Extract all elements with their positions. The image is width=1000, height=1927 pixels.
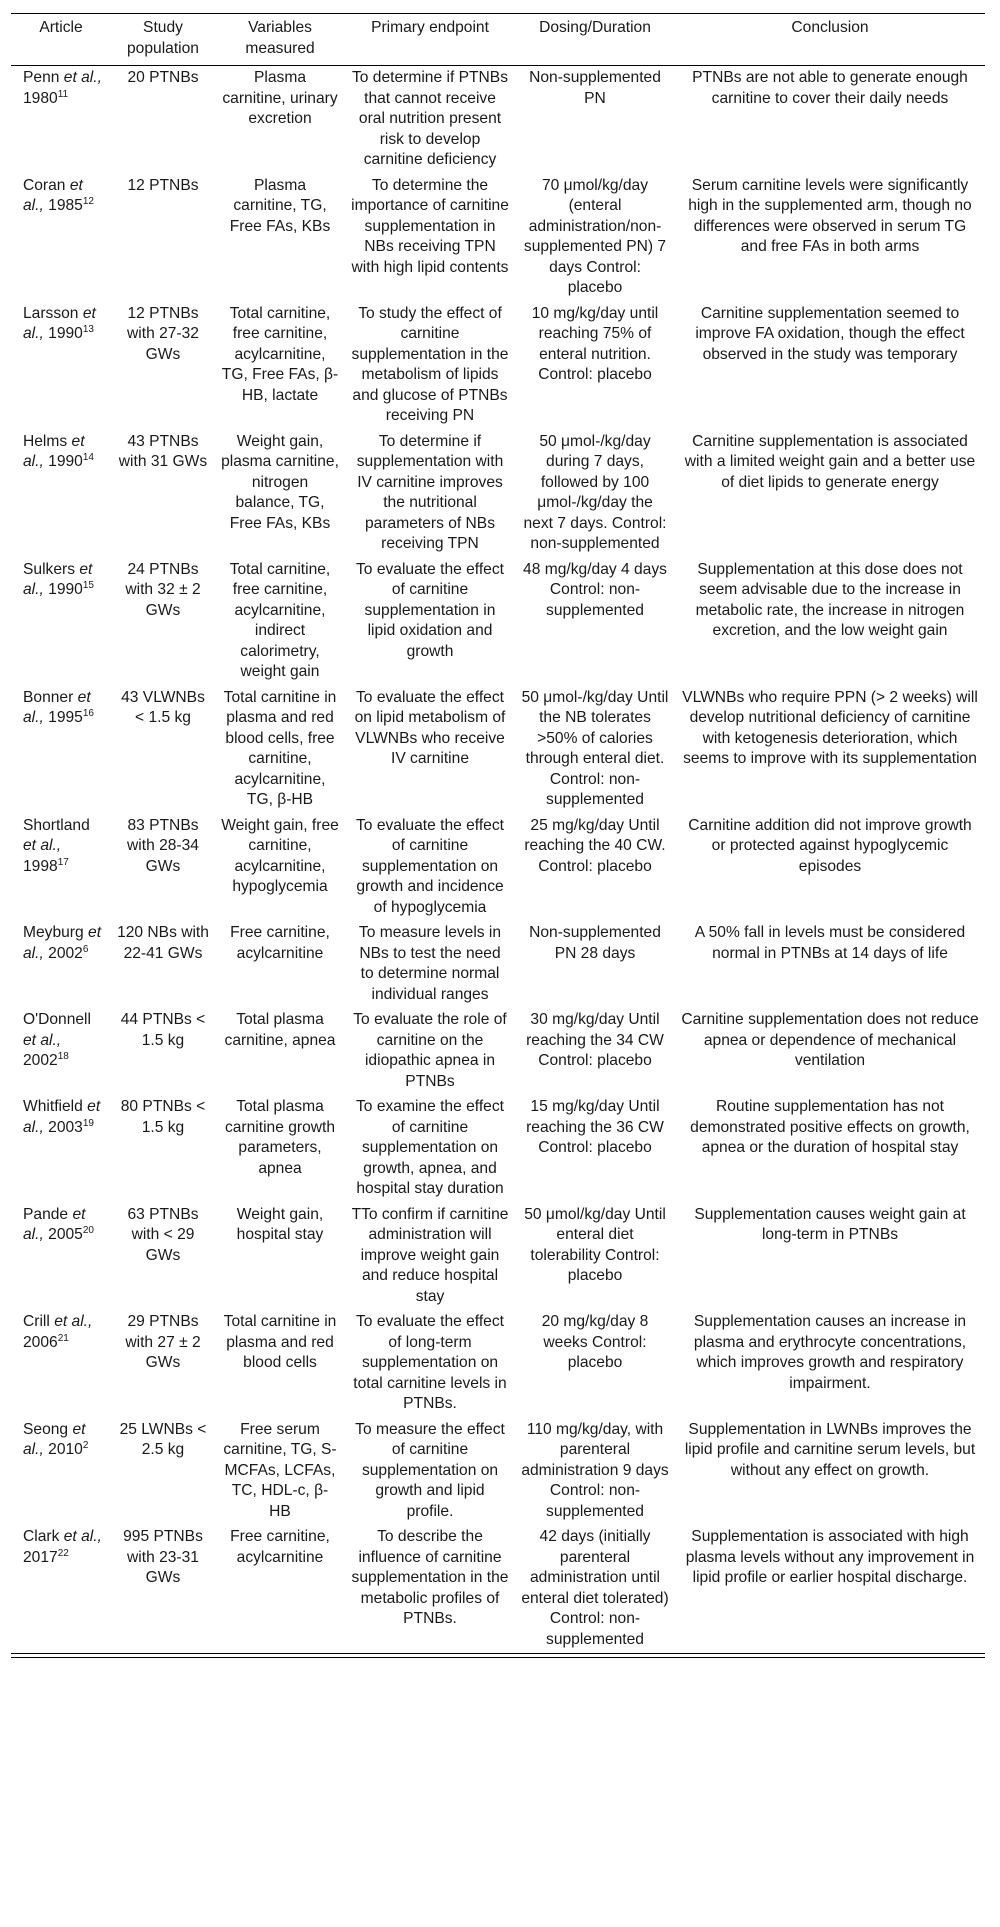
- table-container: [11, 13, 985, 1654]
- cell-article: [11, 430, 111, 558]
- cell-variables-measured: Weight gain, free carnitine, acylcarnitine, hypoglycemia: [221, 816, 339, 895]
- table-row: [11, 1203, 985, 1311]
- article-author: Pande: [23, 1205, 69, 1223]
- table-header: [11, 14, 985, 66]
- table-row: [11, 302, 985, 430]
- table-row: [11, 1525, 985, 1654]
- cell-conclusion: Supplementation is associated with high plasma levels without any improvement in lipid profile or earlier hospital discharge.: [675, 1525, 985, 1654]
- article-author: O'Donnell: [23, 1011, 91, 1028]
- cell-dosing-duration: Non-supplemented PN 28 days: [529, 924, 661, 962]
- cell-study-population: 44 PTNBs < 1.5 kg: [120, 1011, 206, 1049]
- article-author: Bonner: [23, 688, 74, 706]
- cell-study-population: 25 LWNBs < 2.5 kg: [119, 1420, 207, 1458]
- article-author: Meyburg: [23, 924, 84, 941]
- article-author: Helms: [23, 432, 68, 450]
- cell-variables-measured: Total carnitine, free carnitine, acylcarnitine, indirect calorimetry, weight gain: [229, 560, 331, 680]
- article-reference: 21: [57, 1332, 69, 1344]
- article-author: Seong: [23, 1420, 69, 1438]
- table-row: [11, 430, 985, 558]
- cell-variables-measured: Weight gain, hospital stay: [236, 1205, 324, 1243]
- article-et-al: et al.,: [23, 924, 102, 962]
- cell-study-population: 80 PTNBs < 1.5 kg: [120, 1098, 206, 1136]
- article-year: 2002: [23, 1052, 58, 1069]
- article-year: 1995: [48, 709, 83, 726]
- table-row: [11, 1310, 985, 1418]
- table-row: [11, 558, 985, 686]
- table-row: [11, 1418, 985, 1526]
- article-year: 1980: [23, 89, 58, 107]
- table-body: [11, 66, 985, 1654]
- cell-article: [11, 66, 111, 174]
- cell-article: [11, 814, 111, 922]
- cell-dosing-duration: 10 mg/kg/day until reaching 75% of enteral nutrition. Control: placebo: [531, 304, 659, 383]
- cell-conclusion: Carnitine addition did not improve growth or protected against hypoglycemic episodes: [688, 816, 972, 875]
- table-row: [11, 174, 985, 302]
- article-author: Whitfield: [23, 1098, 83, 1115]
- cell-dosing-duration: 15 mg/kg/day Until reaching the 36 CW Control: placebo: [526, 1098, 664, 1156]
- cell-dosing-duration: 48 mg/kg/day 4 days Control: non-supplemented: [523, 560, 667, 619]
- cell-study-population: 29 PTNBs with 27 ± 2 GWs: [125, 1313, 201, 1371]
- article-et-al: et al.,: [23, 1420, 86, 1458]
- article-author: Penn: [23, 69, 60, 86]
- cell-dosing-duration: Non-supplemented PN: [529, 69, 661, 107]
- article-et-al: et al.,: [23, 1031, 62, 1049]
- cell-variables-measured: Plasma carnitine, TG, Free FAs, KBs: [229, 176, 331, 235]
- cell-study-population: 43 VLWNBs < 1.5 kg: [121, 688, 205, 726]
- cell-study-population: 43 PTNBs with 31 GWs: [118, 432, 208, 470]
- cell-variables-measured: Free carnitine, acylcarnitine: [215, 1525, 345, 1654]
- cell-primary-endpoint: To determine the importance of carnitine supplementation in NBs receiving TPN with high lipid contents: [351, 176, 509, 276]
- article-et-al: et al.,: [63, 69, 102, 86]
- article-reference: 11: [57, 88, 69, 100]
- header-study-population: Study population: [127, 19, 199, 57]
- article-reference: 18: [57, 1050, 69, 1062]
- table-row: [11, 814, 985, 922]
- table-row: [11, 686, 985, 814]
- cell-conclusion: A 50% fall in levels must be considered normal in PTNBs at 14 days of life: [694, 924, 966, 962]
- cell-study-population: 20 PTNBs: [127, 69, 199, 86]
- carnitine-studies-table: [11, 13, 985, 1654]
- cell-primary-endpoint: To examine the effect of carnitine supplementation on growth, apnea, and hospital stay duration: [356, 1098, 504, 1197]
- cell-primary-endpoint: To describe the influence of carnitine supplementation in the metabolic profiles of PTNBs.: [345, 1525, 515, 1654]
- cell-conclusion: Routine supplementation has not demonstrated positive effects on growth, apnea or the duration of hospital stay: [690, 1098, 970, 1156]
- cell-study-population: 83 PTNBs with 28-34 GWs: [127, 816, 199, 875]
- article-author: Sulkers: [23, 560, 75, 578]
- article-year: 1985: [48, 197, 83, 214]
- article-reference: 16: [82, 707, 94, 719]
- cell-variables-measured: Free carnitine, acylcarnitine: [230, 924, 330, 962]
- table-row: [11, 1095, 985, 1203]
- cell-conclusion: Supplementation causes an increase in plasma and erythrocyte concentrations, which improves growth and respiratory impairment.: [693, 1313, 967, 1392]
- article-year: 1990: [48, 325, 83, 342]
- cell-article: [11, 1095, 111, 1203]
- article-reference: 6: [82, 943, 89, 955]
- article-reference: 15: [82, 579, 94, 591]
- article-year: 1990: [48, 581, 83, 598]
- article-author: Larsson: [23, 304, 79, 322]
- header-primary-endpoint: Primary endpoint: [371, 19, 489, 36]
- table-bottom-rule: [11, 1657, 985, 1658]
- cell-variables-measured: Weight gain, plasma carnitine, nitrogen balance, TG, Free FAs, KBs: [221, 432, 339, 532]
- article-author: Coran: [23, 176, 66, 194]
- cell-variables-measured: Total plasma carnitine growth parameters, apnea: [224, 1098, 336, 1177]
- cell-article: [11, 686, 111, 814]
- article-year: 2010: [48, 1441, 83, 1458]
- cell-variables-measured: Free serum carnitine, TG, S-MCFAs, LCFAs, TC, HDL-c, β-HB: [223, 1420, 337, 1520]
- cell-article: [11, 1310, 111, 1418]
- cell-variables-measured: Plasma carnitine, urinary excretion: [222, 69, 338, 127]
- article-author: Clark: [23, 1528, 60, 1545]
- cell-study-population: 24 PTNBs with 32 ± 2 GWs: [125, 560, 201, 619]
- article-reference: 14: [82, 451, 94, 463]
- cell-article: [11, 558, 111, 686]
- article-year: 1998: [23, 857, 58, 875]
- article-et-al: et al.,: [54, 1313, 93, 1330]
- cell-study-population: 995 PTNBs with 23-31 GWs: [111, 1525, 215, 1654]
- header-dosing-duration: Dosing/Duration: [539, 19, 651, 36]
- article-et-al: et al.,: [23, 1205, 86, 1243]
- header-row: [11, 14, 985, 66]
- cell-conclusion: VLWNBs who require PPN (> 2 weeks) will develop nutritional deficiency of carnitine with ketogenesis deterioration, which seems to improve with its supplementation: [682, 688, 978, 767]
- cell-dosing-duration: 70 μmol/kg/day (enteral administration/non-supplemented PN) 7 days Control: placebo: [523, 176, 667, 296]
- cell-variables-measured: Total carnitine in plasma and red blood cells: [223, 1313, 337, 1371]
- cell-primary-endpoint: To measure levels in NBs to test the need to determine normal individual ranges: [358, 924, 502, 1003]
- cell-conclusion: Carnitine supplementation is associated with a limited weight gain and a better use of diet lipids to generate energy: [684, 432, 976, 491]
- cell-variables-measured: Total carnitine in plasma and red blood cells, free carnitine, acylcarnitine, TG, β-HB: [223, 688, 337, 808]
- cell-article: [11, 302, 111, 430]
- cell-primary-endpoint: To evaluate the effect of carnitine supplementation in lipid oxidation and growth: [356, 560, 504, 660]
- article-reference: 17: [57, 856, 69, 868]
- cell-article: [11, 921, 111, 1008]
- article-year: 1990: [48, 453, 83, 470]
- cell-primary-endpoint: To evaluate the role of carnitine on the idiopathic apnea in PTNBs: [353, 1011, 507, 1090]
- cell-conclusion: Supplementation at this dose does not seem advisable due to the increase in metabolic rate, the increase in nitrogen excretion, and the low weight gain: [695, 560, 965, 639]
- article-reference: 22: [57, 1547, 69, 1559]
- article-author: Crill: [23, 1313, 50, 1330]
- table-row: [11, 66, 985, 174]
- article-et-al: et al.,: [63, 1528, 102, 1545]
- cell-article: [11, 1525, 111, 1654]
- cell-article: [11, 1008, 111, 1095]
- header-variables-measured: Variables measured: [245, 19, 315, 57]
- cell-dosing-duration: 42 days (initially parenteral administration until enteral diet tolerated) Control: non-supplemented: [515, 1525, 675, 1654]
- cell-dosing-duration: 30 mg/kg/day Until reaching the 34 CW Control: placebo: [526, 1011, 664, 1069]
- article-year: 2017: [23, 1548, 58, 1566]
- cell-article: [11, 1418, 111, 1526]
- header-conclusion: Conclusion: [791, 19, 869, 36]
- cell-study-population: 63 PTNBs with < 29 GWs: [127, 1205, 199, 1264]
- cell-dosing-duration: 50 μmol/kg/day Until enteral diet tolerability Control: placebo: [524, 1205, 666, 1284]
- cell-dosing-duration: 50 μmol-/kg/day during 7 days, followed by 100 μmol-/kg/day the next 7 days. Control: non-supplemented: [523, 432, 667, 552]
- cell-article: [11, 1203, 111, 1311]
- cell-primary-endpoint: TTo confirm if carnitine administration will improve weight gain and reduce hospital stay: [351, 1205, 509, 1305]
- cell-conclusion: Carnitine supplementation does not reduce apnea or dependence of mechanical ventilation: [681, 1011, 979, 1069]
- article-et-al: et al.,: [23, 432, 85, 470]
- cell-study-population: 120 NBs with 22-41 GWs: [117, 924, 209, 962]
- cell-primary-endpoint: To determine if supplementation with IV carnitine improves the nutritional parameters of NBs receiving TPN: [356, 432, 504, 552]
- article-reference: 12: [82, 195, 94, 207]
- article-et-al: et al.,: [23, 304, 96, 342]
- cell-conclusion: Carnitine supplementation seemed to improve FA oxidation, though the effect observed in the study was temporary: [695, 304, 965, 363]
- article-year: 2003: [48, 1118, 83, 1136]
- article-year: 2002: [48, 944, 83, 962]
- article-year: 2005: [48, 1226, 83, 1243]
- cell-conclusion: PTNBs are not able to generate enough carnitine to cover their daily needs: [692, 69, 968, 107]
- cell-dosing-duration: 25 mg/kg/day Until reaching the 40 CW. Control: placebo: [524, 816, 666, 875]
- cell-variables-measured: Total carnitine, free carnitine, acylcarnitine, TG, Free FAs, β-HB, lactate: [221, 304, 339, 404]
- cell-conclusion: Serum carnitine levels were significantly high in the supplemented arm, though no differences were observed in serum TG and free FAs in both arms: [688, 176, 972, 255]
- cell-primary-endpoint: To evaluate the effect on lipid metabolism of VLWNBs who receive IV carnitine: [354, 688, 506, 767]
- cell-study-population: 12 PTNBs: [127, 176, 199, 194]
- article-reference: 19: [82, 1117, 94, 1129]
- cell-study-population: 12 PTNBs with 27-32 GWs: [127, 304, 199, 363]
- table-row: [11, 1008, 985, 1095]
- cell-variables-measured: Total plasma carnitine, apnea: [224, 1011, 336, 1049]
- article-et-al: et al.,: [23, 1098, 101, 1136]
- article-et-al: et al.,: [23, 837, 62, 854]
- cell-dosing-duration: 50 μmol-/kg/day Until the NB tolerates >50% of calories through enteral diet. Control: non-supplemented: [521, 688, 669, 808]
- article-et-al: et al.,: [23, 560, 93, 598]
- article-et-al: et al.,: [23, 688, 91, 726]
- cell-conclusion: Supplementation in LWNBs improves the lipid profile and carnitine serum levels, but without any effect on growth.: [684, 1420, 976, 1479]
- cell-article: [11, 174, 111, 302]
- article-et-al: et al.,: [23, 176, 83, 214]
- cell-conclusion: Supplementation causes weight gain at long-term in PTNBs: [694, 1205, 966, 1243]
- table-row: [11, 921, 985, 1008]
- cell-primary-endpoint: To determine if PTNBs that cannot receive oral nutrition present risk to develop carnitine deficiency: [352, 69, 508, 168]
- article-reference: 13: [82, 323, 94, 335]
- cell-primary-endpoint: To evaluate the effect of carnitine supplementation on growth and incidence of hypoglycemia: [356, 816, 504, 916]
- article-author: Shortland: [23, 816, 90, 834]
- cell-dosing-duration: 20 mg/kg/day 8 weeks Control: placebo: [541, 1313, 649, 1371]
- header-article: Article: [39, 19, 83, 36]
- article-year: 2006: [23, 1333, 58, 1351]
- cell-primary-endpoint: To measure the effect of carnitine supplementation on growth and lipid profile.: [355, 1420, 505, 1520]
- cell-dosing-duration: 110 mg/kg/day, with parenteral administration 9 days Control: non-supplemented: [521, 1420, 669, 1520]
- cell-primary-endpoint: To study the effect of carnitine supplementation in the metabolism of lipids and glucose of PTNBs receiving PN: [351, 304, 509, 424]
- article-reference: 2: [82, 1439, 89, 1451]
- article-reference: 20: [82, 1224, 94, 1236]
- cell-primary-endpoint: To evaluate the effect of long-term supplementation on total carnitine levels in PTNBs.: [353, 1313, 507, 1412]
